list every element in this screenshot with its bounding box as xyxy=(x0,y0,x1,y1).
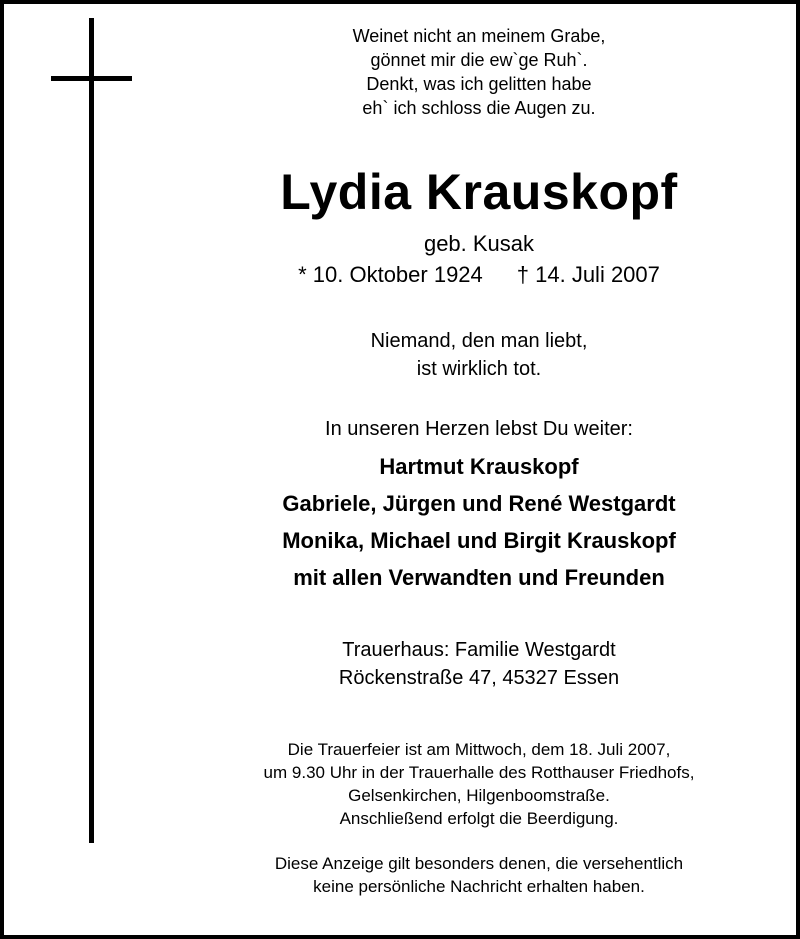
mourning-house-address: Röckenstraße 47, 45327 Essen xyxy=(338,667,620,689)
mourner-line: Gabriele, Jürgen und René Westgardt xyxy=(282,491,676,516)
mourning-house-line: Trauerhaus: Familie Westgardt xyxy=(342,639,616,661)
notice-line: keine persönliche Nachricht erhalten haben. xyxy=(313,877,645,896)
funeral-service xyxy=(154,738,800,830)
notice xyxy=(154,852,800,898)
maiden-name: geb. Kusak xyxy=(423,231,535,256)
poem-line: Weinet nicht an meinem Grabe, xyxy=(352,26,606,46)
cross-icon-bar xyxy=(51,76,132,81)
quote-line: ist wirklich tot. xyxy=(416,358,542,380)
mourners-intro: In unseren Herzen lebst Du weiter: xyxy=(325,418,633,440)
service-line: Anschließend erfolgt die Beerdigung. xyxy=(339,809,619,828)
quote xyxy=(154,327,800,383)
poem-line: eh` ich schloss die Augen zu. xyxy=(362,98,596,118)
notice-line: Diese Anzeige gilt besonders denen, die versehentlich xyxy=(274,854,684,873)
poem xyxy=(154,24,800,120)
mourner-line: mit allen Verwandten und Freunden xyxy=(293,565,665,590)
death-date: † 14. Juli 2007 xyxy=(516,262,660,287)
poem-line: Denkt, was ich gelitten habe xyxy=(366,74,592,94)
mourning-house xyxy=(154,636,800,692)
cross-icon xyxy=(89,18,94,843)
birth-date: * 10. Oktober 1924 xyxy=(298,262,483,287)
service-line: Die Trauerfeier ist am Mittwoch, dem 18. Juli 2007, xyxy=(287,740,671,759)
deceased-name: Lydia Krauskopf xyxy=(280,164,678,220)
mourner-line: Hartmut Krauskopf xyxy=(379,454,579,479)
poem-line: gönnet mir die ew`ge Ruh`. xyxy=(370,50,588,70)
service-line: um 9.30 Uhr in der Trauerhalle des Rotthauser Friedhofs, xyxy=(263,763,695,782)
mourner-line: Monika, Michael und Birgit Krauskopf xyxy=(282,528,676,553)
quote-line: Niemand, den man liebt, xyxy=(370,330,588,352)
service-line: Gelsenkirchen, Hilgenboomstraße. xyxy=(348,786,610,805)
life-dates xyxy=(154,260,800,290)
mourners-list xyxy=(154,448,800,596)
